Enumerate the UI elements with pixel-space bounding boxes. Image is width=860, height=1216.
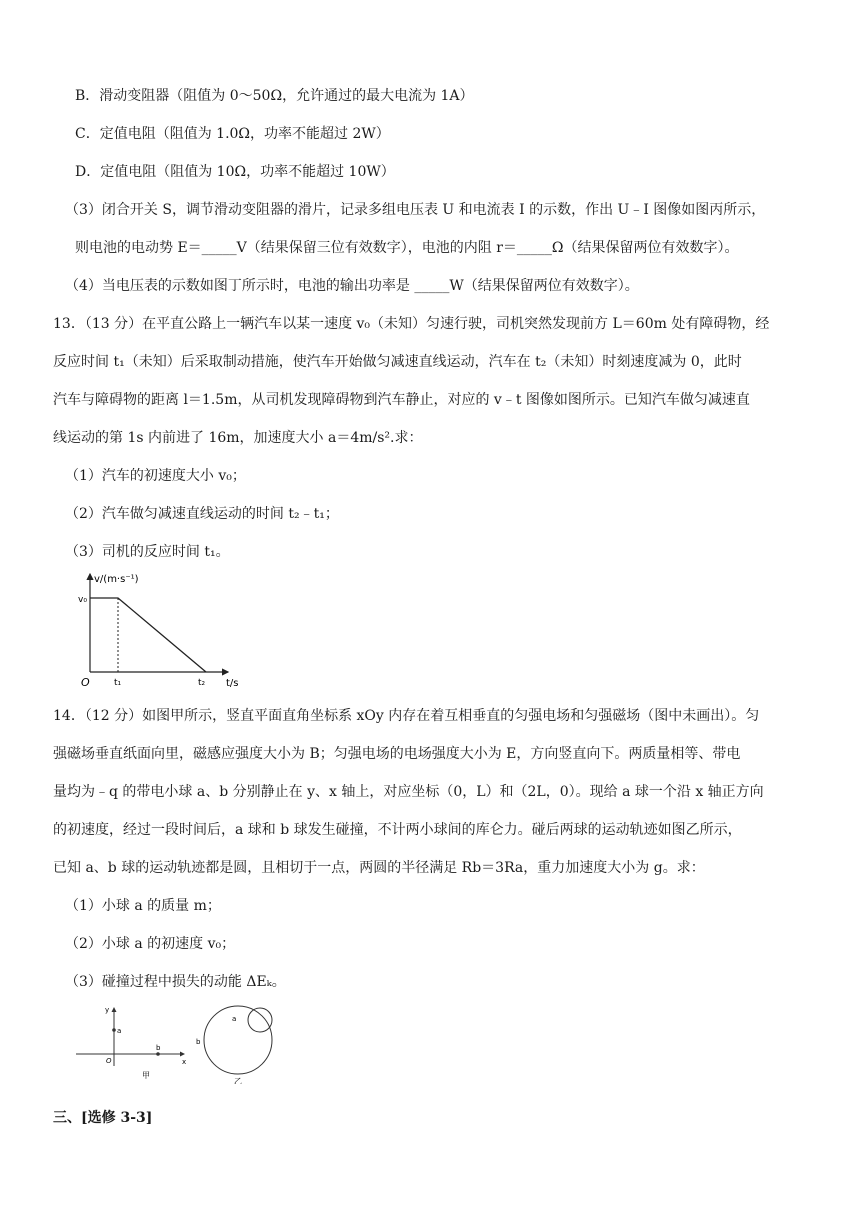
- trajectory-a: [248, 1008, 272, 1032]
- q13-line2: 反应时间 t₁（未知）后采取制动措施，使汽车开始做匀减速直线运动，汽车在 t₂（未知）时刻速度减为 0，此时: [53, 354, 742, 370]
- x-axis-label: t/s: [226, 678, 239, 689]
- q12-part3-line2: 则电池的电动势 E＝_____V（结果保留三位有效数字），电池的内阻 r＝_____Ω（结果保留两位有效数字）。: [75, 240, 739, 256]
- q14-line1: 14．（12 分）如图甲所示，竖直平面直角坐标系 xOy 内存在着互相垂直的匀强电场和匀强磁场（图中未画出）。匀: [53, 708, 760, 724]
- a-label: a: [117, 1027, 122, 1035]
- q14-part1: （1）小球 a 的质量 m；: [65, 898, 221, 914]
- b-label: b: [196, 1038, 201, 1046]
- ball-a: [112, 1028, 116, 1032]
- origin-label: O: [81, 676, 90, 689]
- section-heading: 三、[选修 3-3]: [53, 1110, 153, 1126]
- q14-line5: 已知 a、b 球的运动轨迹都是圆，且相切于一点，两圆的半径满足 Rb＝3Ra，重力加速度大小为 g。求：: [53, 860, 705, 876]
- t2-label: t₂: [198, 678, 206, 688]
- t1-label: t₁: [114, 678, 122, 688]
- vt-line: [90, 598, 206, 672]
- q13-line4: 线运动的第 1s 内前进了 16m，加速度大小 a＝4m/s².求：: [53, 430, 423, 446]
- v0-label: v₀: [78, 595, 87, 605]
- q12-option-c: C．定值电阻（阻值为 1.0Ω，功率不能超过 2W）: [75, 126, 390, 142]
- q14-line4: 的初速度，经过一段时间后，a 球和 b 球发生碰撞，不计两小球间的库仑力。碰后两球的运动轨迹如图乙所示，: [53, 822, 742, 838]
- q13-part3: （3）司机的反应时间 t₁。: [65, 544, 230, 560]
- q13-line1: 13．（13 分）在平直公路上一辆汽车以某一速度 v₀（未知）匀速行驶，司机突然发现前方 L＝60m 处有障碍物，经: [53, 316, 770, 332]
- x-label: x: [182, 1058, 187, 1066]
- y-label: y: [105, 1006, 110, 1014]
- caption-yi: 乙: [234, 1077, 242, 1084]
- q14-fig-yi: [190, 1000, 300, 1084]
- q14-fig-jia: [72, 1002, 192, 1082]
- a-label: a: [232, 1015, 237, 1023]
- q12-part3-line1: （3）闭合开关 S，调节滑动变阻器的滑片，记录多组电压表 U 和电流表 I 的示数，作出 U﹣I 图像如图丙所示，: [65, 202, 766, 218]
- q12-option-d: D．定值电阻（阻值为 10Ω，功率不能超过 10W）: [75, 164, 395, 180]
- q14-part3: （3）碰撞过程中损失的动能 ΔEₖ。: [65, 974, 286, 990]
- q14-line3: 量均为﹣q 的带电小球 a、b 分别静止在 y、x 轴上，对应坐标（0，L）和（2L，0）。现给 a 球一个沿 x 轴正方向: [53, 784, 764, 800]
- q14-part2: （2）小球 a 的初速度 v₀；: [65, 936, 236, 952]
- caption-jia: 甲: [142, 1071, 150, 1080]
- b-label: b: [156, 1044, 161, 1052]
- q13-part2: （2）汽车做匀减速直线运动的时间 t₂﹣t₁；: [65, 506, 339, 522]
- ball-b: [156, 1052, 160, 1056]
- q13-line3: 汽车与障碍物的距离 l＝1.5m，从司机发现障碍物到汽车静止，对应的 v﹣t 图像如图所示。已知汽车做匀减速直: [53, 392, 750, 408]
- y-axis-label: v/(m·s⁻¹): [94, 574, 139, 585]
- q12-option-b: B．滑动变阻器（阻值为 0～50Ω，允许通过的最大电流为 1A）: [75, 88, 474, 104]
- q12-part4: （4）当电压表的示数如图丁所示时，电池的输出功率是 _____W（结果保留两位有效数字）。: [65, 278, 639, 294]
- q13-part1: （1）汽车的初速度大小 v₀；: [65, 468, 246, 484]
- q14-line2: 强磁场垂直纸面向里，磁感应强度大小为 B；匀强电场的电场强度大小为 E，方向竖直向下。两质量相等、带电: [53, 746, 741, 762]
- q13-vt-graph: [78, 568, 248, 690]
- trajectory-b: [204, 1006, 272, 1074]
- origin-label: O: [106, 1057, 112, 1065]
